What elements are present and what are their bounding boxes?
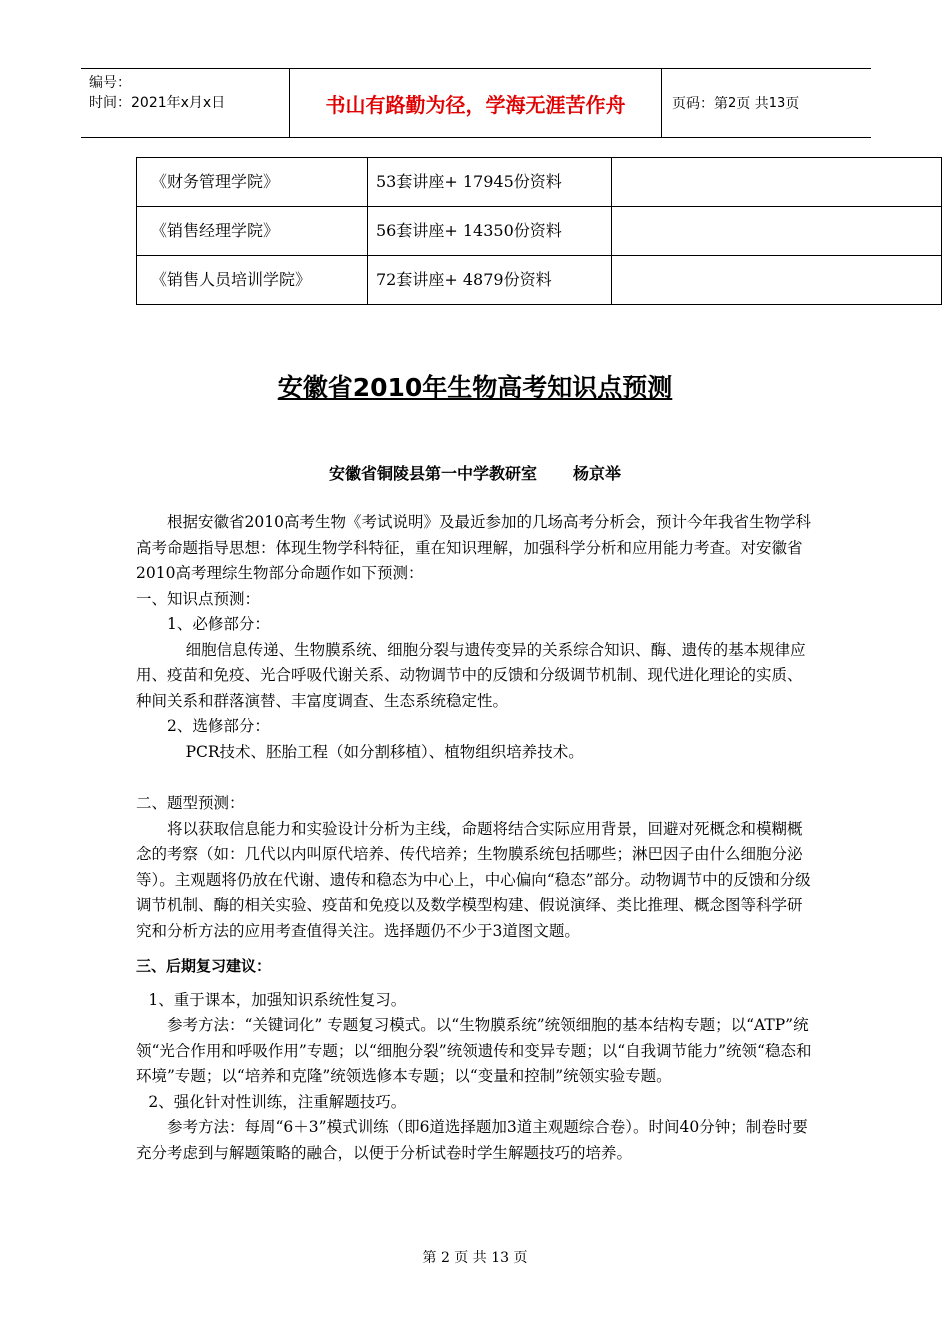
paragraph: 将以获取信息能力和实验设计分析为主线，命题将结合实际应用背景，回避对死概念和模糊概念的考察（如：几代以内叫原代培养、传代培养；生物膜系统包括哪些；淋巴因子由什么细胞分泌等）。主观题将仍放在代谢、遗传和稳态为中心上，中心偏向“稳态”部分。动物调节中的反馈和分级调节机制、酶的相关实验、疫苗和免疫以及数学模型构建、假说演绎、类比推理、概念图等科学研究和分析方法的应用考查值得关注。选择题仍不少于3道图文题。	[136, 819, 811, 940]
table-row	[137, 207, 942, 256]
time-label: 时间：2021年x月x日	[89, 95, 226, 111]
page-total: 13	[768, 95, 786, 111]
document-title: 安徽省2010年生物高考知识点预测	[277, 373, 673, 402]
paragraph: 参考方法：“关键词化” 专题复习模式。以“生物膜系统”统领细胞的基本结构专题；以“ATP”统领“光合作用和呼吸作用”专题；以“细胞分裂”统领遗传和变异专题；以“自我调节能力”统领“稳态和环境”专题；以“培养和克隆”统领选修本专题；以“变量和控制”统领实验专题。	[136, 1016, 812, 1085]
page-footer: 第 2 页 共 13 页	[422, 1250, 528, 1266]
paragraph: 参考方法：每周“6＋3”模式训练（即6道选择题加3道主观题综合卷）。时间40分钟；制卷时要充分考虑到与解题策略的融合，以便于分析试卷时学生解题技巧的培养。	[136, 1118, 808, 1162]
course-empty-cell	[612, 207, 942, 256]
course-name: 《销售人员培训学院》	[137, 256, 368, 305]
subsection-heading: 2、选修部分：	[167, 717, 270, 735]
course-empty-cell	[612, 158, 942, 207]
document-body	[136, 510, 816, 1166]
intro-paragraph: 根据安徽省2010高考生物《考试说明》及最近参加的几场高考分析会，预计今年我省生物学科高考命题指导思想：体现生物学科特征，重在知识理解，加强科学分析和应用能力考查。对安徽省2010高考理综生物部分命题作如下预测：	[136, 513, 811, 582]
header-page-info	[662, 69, 871, 137]
course-content: 53套讲座+ 17945份资料	[368, 158, 612, 207]
course-empty-cell	[612, 256, 942, 305]
course-content: 56套讲座+ 14350份资料	[368, 207, 612, 256]
course-table	[136, 157, 942, 305]
table-row	[137, 158, 942, 207]
header-motto: 书山有路勤为径，学海无涯苦作舟	[290, 69, 662, 137]
section-heading: 二、题型预测：	[136, 794, 245, 812]
page-number: 2	[728, 95, 737, 111]
section-heading: 三、后期复习建议：	[136, 957, 272, 975]
page-suffix: 页	[785, 96, 800, 112]
author-org: 安徽省铜陵县第一中学教研室	[328, 464, 537, 483]
number-label: 编号：	[89, 75, 131, 91]
section-heading: 一、知识点预测：	[136, 589, 261, 608]
course-content: 72套讲座+ 4879份资料	[368, 256, 612, 305]
course-name: 《财务管理学院》	[137, 158, 368, 207]
page-mid: 页 共	[736, 96, 769, 112]
subsection-heading: 2、强化针对性训练，注重解题技巧。	[148, 1092, 407, 1111]
paragraph: PCR技术、胚胎工程（如分割移植）、植物组织培养技术。	[185, 742, 584, 761]
paragraph: 细胞信息传递、生物膜系统、细胞分裂与遗传变异的关系综合知识、酶、遗传的基本规律应用、疫苗和免疫、光合呼吸代谢关系、动物调节中的反馈和分级调节机制、现代进化理论的实质、种间关系和群落演替、丰富度调查、生态系统稳定性。	[136, 640, 806, 710]
course-name: 《销售经理学院》	[137, 207, 368, 256]
table-row	[137, 256, 942, 305]
header-meta	[81, 69, 290, 137]
subsection-heading: 1、重于课本，加强知识系统性复习。	[148, 990, 407, 1009]
author-line	[0, 461, 950, 484]
author-name: 杨京举	[573, 464, 622, 483]
subsection-heading: 1、必修部分：	[167, 615, 270, 633]
page-header	[81, 68, 871, 138]
page-prefix: 页码：第	[672, 96, 728, 112]
